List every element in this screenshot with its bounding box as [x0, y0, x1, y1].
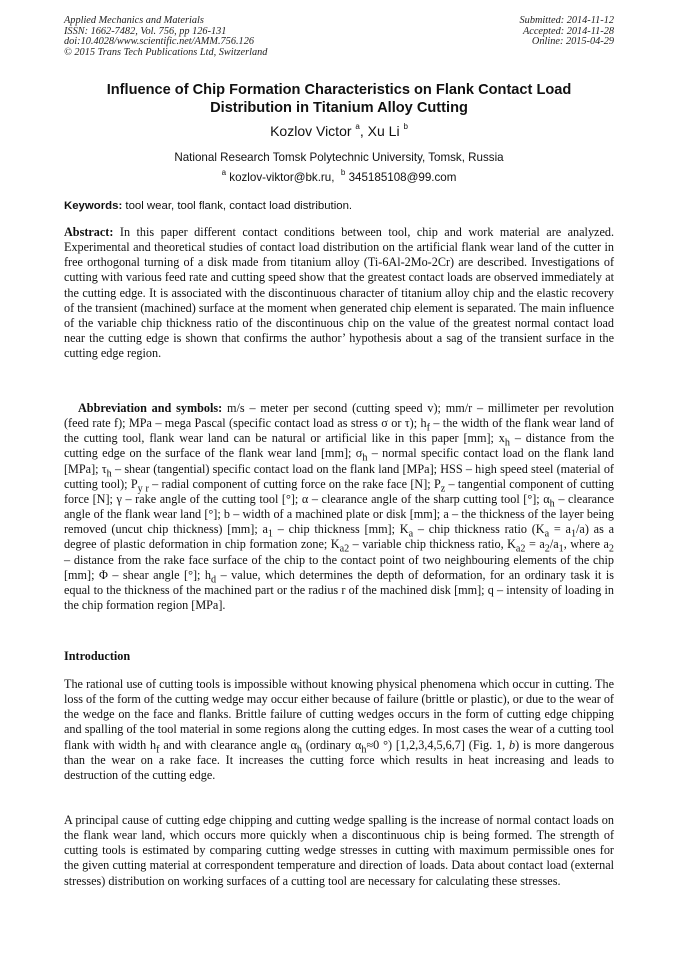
author-emails — [64, 170, 614, 185]
abbreviation-text: – chip thickness [mm]; K — [273, 522, 409, 537]
paper-title-line-1: Influence of Chip Formation Characteristics on Flank Contact Load — [106, 82, 572, 98]
subscript: a — [544, 528, 550, 540]
abbreviation-text: , where a — [563, 537, 609, 552]
submitted-date: Submitted: 2014-11-12 — [519, 15, 614, 26]
subscript: z — [440, 483, 446, 495]
subscript: 1 — [267, 528, 273, 540]
abbreviation-text: – distance from the rake face surface of the chip to the contact point of two neighbouring elements of the chip [mm]; Φ – shear angle [°]; h — [64, 552, 614, 582]
abstract-text: In this paper different contact conditions between tool, chip and work material are analyzed. Experimental and theoretical studies of contact load distribution on the artificial flank wear land of the cutter in free orthogonal turning of a disk made from titanium alloy (Ti-6Al-2Mo-2Cr) are described. Investigations of cutting with various feed rate and cutting speed show that the greatest contact loads are observed immediately at the cutting edge. It is associated with the discontinuous character of titanium alloy chip and the elastic recovery of the transient (machined) surface at the moment when generated chip element is separated. The main influence of the variable chip thickness ratio of the discontinuous chip on the value of the greatest normal contact load near the cutting edge is shown that confirms the author’ hypothesis about a sag of the transient surface in the cutting edge region. — [64, 225, 614, 361]
abbreviation-text: – variable chip thickness ratio, K — [349, 537, 516, 552]
abbreviation-text: – distance from the cutting edge on the surface of the flank wear land [mm]; σ — [64, 431, 614, 461]
subscript: a2 — [515, 543, 526, 555]
affiliation-mark: a — [355, 122, 360, 132]
paper-title — [64, 81, 614, 117]
subscript: f — [156, 744, 160, 756]
subscript: 1 — [558, 543, 564, 555]
body-text: (ordinary α — [301, 737, 362, 752]
abbreviation-text: – chip thickness ratio (K — [413, 522, 545, 537]
subscript: f — [426, 422, 430, 434]
accepted-date: Accepted: 2014-11-28 — [522, 25, 614, 37]
abbreviation-text: – radial component of cutting force on the rake face [N]; P — [148, 476, 441, 491]
abbreviation-text: /a — [549, 537, 559, 552]
keywords-text: tool wear, tool flank, contact load distribution. — [122, 200, 353, 212]
keywords — [64, 199, 614, 214]
figure-panel-ref: b — [509, 737, 516, 752]
affiliation-mark: b — [403, 122, 408, 132]
subscript: h — [504, 437, 510, 449]
abbreviation-text: /a) as a degree of plastic deformation in chip formation zone; K — [64, 522, 614, 552]
introduction-paragraph-2: A principal cause of cutting edge chipping and cutting wedge spalling is the increase of normal contact loads on the flank wear land, which occurs more quickly when a discontinuous chip is being formed. The strength of cutting tools is estimated by comparing cutting wedge stresses in cutting with maximum permissible ones for the given cutting material at correspondent temperature and direction of loads. Data about contact load (external stresses) distribution on working surfaces of a cutting tool are necessary for calculating these stresses. — [64, 813, 614, 888]
affiliation: National Research Tomsk Polytechnic University, Tomsk, Russia — [174, 151, 504, 164]
author-separator: , — [359, 123, 368, 139]
subscript: h — [549, 498, 555, 510]
email-mark: a — [221, 168, 227, 178]
abbreviation-text: – shear (tangential) specific contact load on the flank land [MPa]; HSS – high speed steel (material of cutting tool); P — [64, 461, 614, 491]
subscript: 2 — [608, 543, 614, 555]
paper-title-line-2: Distribution in Titanium Alloy Cutting — [210, 100, 468, 116]
abbreviation-text: m/s – meter per second (cutting speed v); mm/r – millimeter per revolution (feed rate f); MPa – mega Pascal (specific contact load as stress σ or τ); h — [64, 401, 615, 431]
abbreviation-text: – tangential component of cutting force [N]; γ – rake angle of the cutting tool [°]; α – clearance angle of the sharp cutting tool [°]; α — [64, 476, 615, 506]
author-name: Xu Li — [367, 123, 400, 139]
journal-header-right — [520, 16, 614, 48]
abbreviation-text: = a — [525, 537, 545, 552]
abstract-label: Abstract: — [64, 225, 114, 239]
abstract — [64, 225, 614, 361]
email-mark: b — [340, 168, 346, 178]
subscript: 2 — [544, 543, 550, 555]
abbreviation-text: = a — [549, 522, 571, 537]
abbreviation-text: – clearance angle of the flank wear land [°]; b – width of a machined plate or disk [mm]; a – the thickness of the layer being removed (uncut chip thickness) [mm]; a — [64, 491, 615, 537]
introduction-paragraph-1 — [64, 677, 614, 783]
subscript: y r — [137, 483, 149, 495]
subscript: a — [408, 528, 414, 540]
body-text: ≈0 °) [1,2,3,4,5,6,7] (Fig. 1, — [366, 737, 510, 752]
author-name: Kozlov Victor — [270, 123, 352, 139]
body-text: The rational use of cutting tools is impossible without knowing physical phenomena which occur in cutting. The loss of the form of the cutting wedge may occur either because of failure (brittle or plastic), or due to the wear of the wedge on the face and flanks. Brittle failure of cutting wedges occurs in the form of cutting edge chipping and spalling of the tool material in some regions along the cutting edges. In most cases the wear of a cutting tool flank with width h — [64, 677, 614, 752]
subscript: h — [106, 468, 112, 480]
journal-copyright: © 2015 Trans Tech Publications Ltd, Switzerland — [64, 46, 268, 58]
abbreviation-text: – normal specific contact load on the flank land [MPa]; τ — [64, 446, 614, 476]
journal-doi: doi:10.4028/www.scientific.net/AMM.756.126 — [64, 36, 254, 48]
journal-name: Applied Mechanics and Materials — [64, 15, 204, 26]
body-text: ) is more dangerous than the wear on a rake face. It increases the cutting force which results in heat increasing and leads to destruction of the cutting edge. — [64, 737, 614, 782]
introduction-heading: Introduction — [64, 649, 131, 663]
journal-header-left — [64, 16, 267, 58]
subscript: a2 — [339, 543, 350, 555]
subscript: 1 — [570, 528, 577, 540]
email-link[interactable]: kozlov-viktor@bk.ru, — [229, 171, 335, 184]
subscript: h — [362, 452, 368, 464]
subscript: h — [296, 744, 302, 756]
author-list — [64, 122, 614, 140]
email-link[interactable]: 345185108@99.com — [348, 171, 457, 184]
abbreviation-text: – value, which determines the depth of deformation, for an ordinary task it is equal to the thickness of the machined part or the radius r of the machined disk [mm]; q – intensity of loading in the chip formation region [MPa]. — [64, 567, 614, 613]
abbreviations-label: Abbreviation and symbols: — [78, 401, 223, 415]
online-date: Online: 2015-04-29 — [531, 36, 614, 48]
body-text: and with clearance angle α — [159, 737, 297, 752]
abbreviations-section — [64, 401, 614, 613]
journal-issn: ISSN: 1662-7482, Vol. 756, pp 126-131 — [64, 25, 227, 37]
abbreviation-text: – the width of the flank wear land of the cutting tool, flank wear land can be natural or artificial like in this paper [mm]; x — [64, 416, 614, 446]
keywords-label: Keywords: — [64, 200, 123, 212]
subscript: d — [211, 574, 217, 586]
subscript: h — [361, 744, 367, 756]
